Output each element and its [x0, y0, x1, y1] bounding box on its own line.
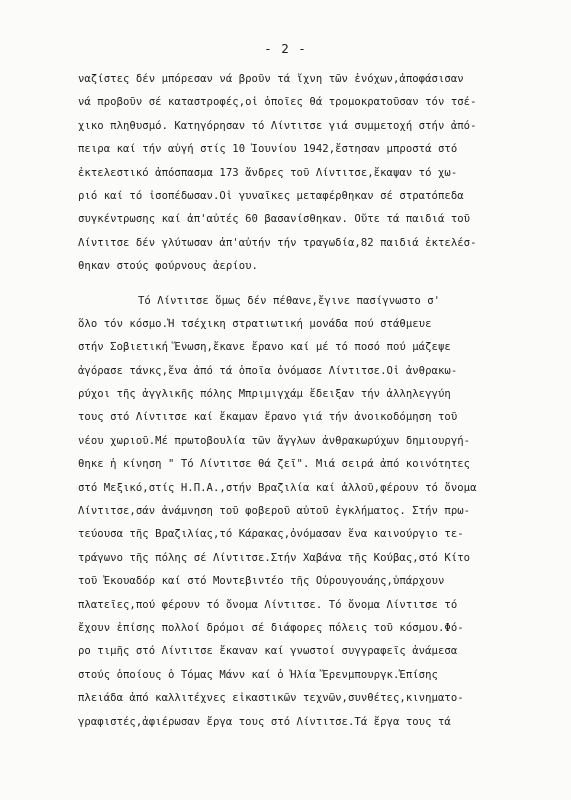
text-line: νά προβοῦν σέ καταστροφές,οἱ ὁποῖες θά τρομοκρατοῦσαν τόν τσέ- [78, 96, 477, 109]
text-line: θηκε ἡ κίνηση " Τό Λίντιτσε θά ζεῖ". Μιά σειρά ἀπό κοινότητες [78, 458, 471, 471]
text-line: γραφιστές,ἀφιέρωσαν ἔργα τους στό Λίντιτσε.Τά ἔργα τους τά [78, 715, 451, 728]
text-line: ἐκτελεστικό ἀπόσπασμα 173 ἄνδρες τοῦ Λίντιτσε,ἔκαψαν τό χω- [78, 166, 458, 179]
text-line: πλειάδα ἀπό καλλιτέχνες εἰκαστικῶν τεχνῶν,συνθέτες,κινηματο- [78, 692, 464, 705]
text-line: χικο πληθυσμό. Κατηγόρησαν τό Λίντιτσε γιά συμμετοχή στήν ἀπό- [78, 119, 477, 132]
text-line: στό Μεξικό,στίς Η.Π.Α.,στήν Βραζιλία καί ἀλλοῦ,φέρουν τό ὄνομα [78, 481, 477, 494]
paragraph [78, 68, 498, 279]
paragraph [78, 290, 498, 734]
text-line: Λίντιτσε,σάν ἀνάμνηση τοῦ φοβεροῦ αὐτοῦ ἐγκλήματος. Στήν πρω- [78, 505, 471, 518]
text-line: στούς ὁποίους ὁ Τόμας Μάνν καί ὁ Ἠλία Ἔρενμπουργκ.Ἐπίσης [78, 668, 438, 681]
text-line: Λίντιτσε δέν γλύτωσαν ἀπ'αὐτήν τήν τραγωδία,82 παιδιά ἐκτελέσ- [78, 236, 477, 249]
text-line: συγκέντρωσης καί ἀπ'αὐτές 60 βασανίσθηκαν. Οὔτε τά παιδιά τοῦ [78, 213, 471, 226]
text-line: τους στό Λίντιτσε καί ἔκαμαν ἔρανο γιά τήν ἀνοικοδόμηση τοῦ [78, 411, 458, 424]
text-line: πειρα καί τήν αὐγή στίς 10 Ἰουνίου 1942,ἔστησαν μπροστά στό [78, 143, 458, 156]
page-number: - 2 - [264, 41, 307, 56]
text-line: στήν Σοβιετική Ἕνωση,ἔκανε ἔρανο καί μέ τό ποσό πού μάζεψε [78, 341, 451, 354]
text-line: ἀγόρασε τάνκς,ἕνα ἀπό τά ὁποῖα ὀνόμασε Λίντιτσε.Οἱ ἀνθρακω- [78, 364, 458, 377]
text-line: τράγωνο τῆς πόλης σέ Λίντιτσε.Στήν Χαβάνα τῆς Κούβας,στό Κίτο [78, 551, 471, 564]
text-line: θηκαν στούς φούρνους ἀερίου. [78, 260, 258, 273]
text-line: ἔχουν ἐπίσης πολλοί δρόμοι σέ διάφορες πόλεις τοῦ κόσμου.Φό- [78, 621, 464, 634]
text-line: ὅλο τόν κόσμο.Ἡ τσέχικη στρατιωτική μονάδα πού στάθμευε [78, 317, 432, 330]
text-line: ρύχοι τῆς ἀγγλικῆς πόλης Μπριμιγχάμ ἔδειξαν τήν ἀλληλεγγύη [78, 388, 451, 401]
body-text [78, 68, 498, 734]
text-line: τεύουσα τῆς Βραζιλίας,τό Κάρακας,ὀνόμασαν ἕνα καινούργιο τε- [78, 528, 464, 541]
text-line: ρο τιμῆς στό Λίντιτσε ἔκαναν καί γνωστοί συγγραφεῖς ἀνάμεσα [78, 645, 458, 658]
text-line: τοῦ Ἐκουαδόρ καί στό Μοντεβιντέο τῆς Οὐρουγουάης,ὑπάρχουν [78, 575, 445, 588]
text-line: πλατεῖες,πού φέρουν τό ὄνομα Λίντιτσε. Τό ὄνομα Λίντιτσε τό [78, 598, 458, 611]
text-line: ναζίστες δέν μπόρεσαν νά βροῦν τά ἴχνη τῶν ἐνόχων,ἀποφάσισαν [78, 73, 464, 85]
text-line: ριό καί τό ἰσοπέδωσαν.Οἱ γυναῖκες μεταφέρθηκαν σέ στρατόπεδα [78, 189, 464, 202]
text-line: Τό Λίντιτσε ὅμως δέν πέθανε,ἔγινε πασίγνωστο σ' [138, 294, 441, 307]
text-line: νέου χωριοῦ.Μέ πρωτοβουλία τῶν ἄγγλων ἀνθρακωρύχων δημιουργή- [78, 434, 471, 447]
